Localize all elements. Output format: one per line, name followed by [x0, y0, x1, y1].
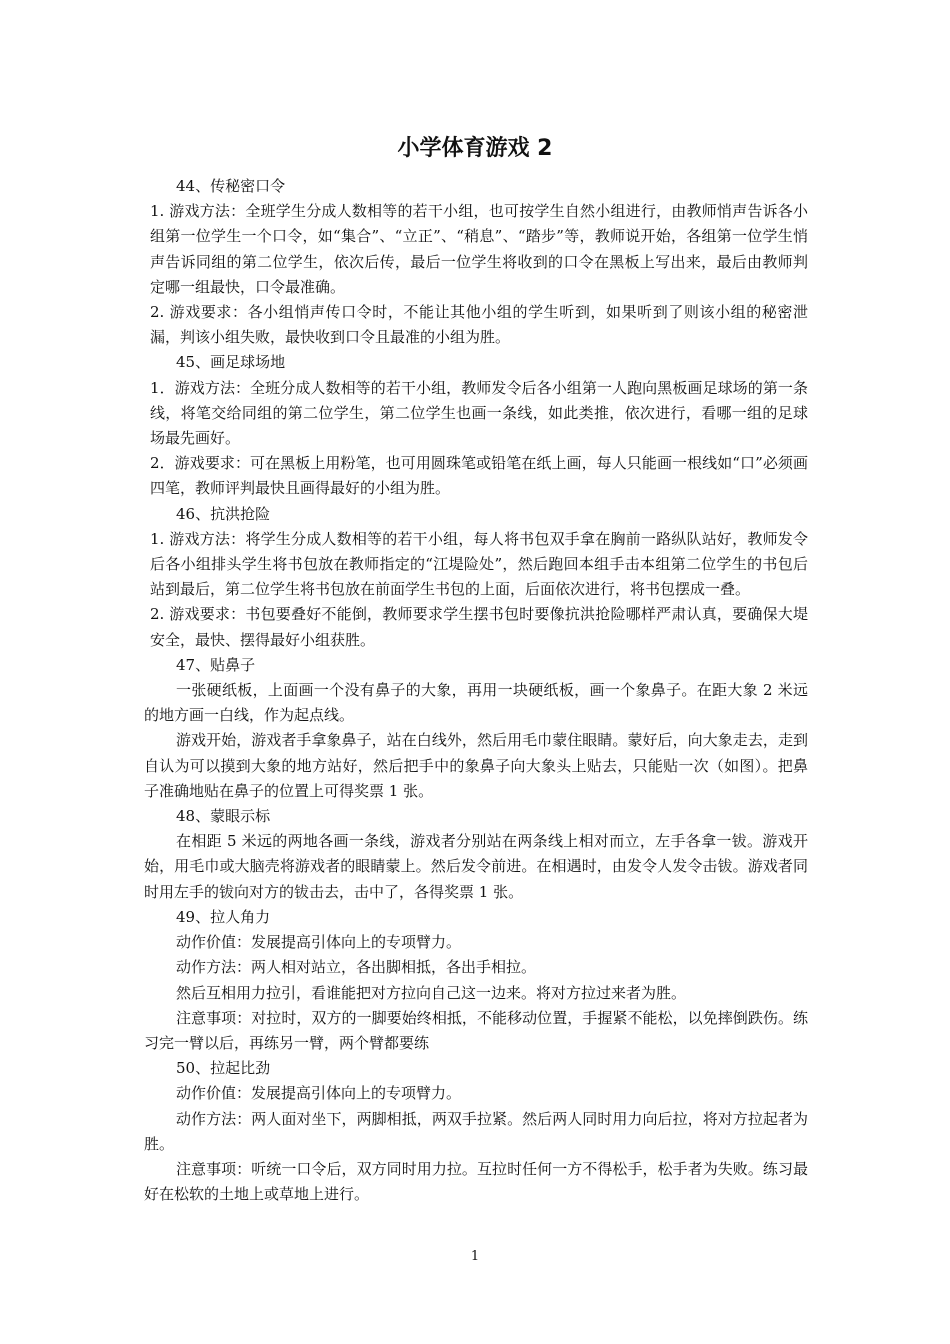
body-paragraph: 1．游戏方法：全班分成人数相等的若干小组，教师发令后各小组第一人跑向黑板画足球场的第一条线，将笔交给同组的第二位学生，第二位学生也画一条线，如此类推，依次进行，看哪一组的足球场最先画好。 [150, 378, 808, 448]
document-title: 小学体育游戏 2 [397, 136, 553, 161]
section-heading: 50、拉起比劲 [176, 1059, 271, 1078]
body-paragraph: 1. 游戏方法：全班学生分成人数相等的若干小组，也可按学生自然小组进行，由教师悄声告诉各小组第一位学生一个口令，如“集合”、“立正”、“稍息”、“踏步”等，教师说开始，各组第一位学生悄声告诉同组的第二位学生，依次后传，最后一位学生将收到的口令在黑板上写出来，最后由教师判定哪一组最快，口令最准确。 [150, 202, 808, 296]
section-heading: 46、抗洪抢险 [176, 504, 271, 523]
body-paragraph: 2. 游戏要求：各小组悄声传口令时，不能让其他小组的学生听到，如果听到了则该小组的秘密泄漏，判该小组失败，最快收到口令且最准的小组为胜。 [150, 303, 808, 347]
body-paragraph: 动作方法：两人相对站立，各出脚相抵，各出手相拉。 [176, 958, 537, 977]
body-paragraph: 动作价值：发展提高引体向上的专项臂力。 [176, 933, 462, 952]
document-body [144, 174, 808, 1207]
body-paragraph: 1. 游戏方法：将学生分成人数相等的若干小组，每人将书包双手拿在胸前一路纵队站好，教师发令后各小组排头学生将书包放在教师指定的“江堤险处”，然后跑回本组手击本组第二位学生的书包后站到最后，第二位学生将书包放在前面学生书包的上面，后面依次进行，将书包摆成一叠。 [150, 529, 808, 599]
body-paragraph: 注意事项：对拉时，双方的一脚要始终相抵，不能移动位置，手握紧不能松，以免摔倒跌伤。练习完一臂以后，再练另一臂，两个臂都要练 [144, 1008, 808, 1052]
body-paragraph: 动作方法：两人面对坐下，两脚相抵，两双手拉紧。然后两人同时用力向后拉，将对方拉起者为胜。 [144, 1109, 808, 1153]
section-heading: 49、拉人角力 [176, 907, 271, 926]
body-paragraph: 2. 游戏要求：书包要叠好不能倒，教师要求学生摆书包时要像抗洪抢险哪样严肃认真，要确保大堤安全，最快、摆得最好小组获胜。 [150, 605, 808, 649]
body-paragraph: 动作价值：发展提高引体向上的专项臂力。 [176, 1084, 462, 1103]
section-heading: 45、画足球场地 [176, 353, 286, 372]
body-paragraph: 2．游戏要求：可在黑板上用粉笔，也可用圆珠笔或铅笔在纸上画，每人只能画一根线如“口”必须画四笔，教师评判最快且画得最好的小组为胜。 [150, 454, 808, 498]
section-heading: 44、传秘密口令 [176, 177, 286, 195]
body-paragraph: 一张硬纸板，上面画一个没有鼻子的大象，再用一块硬纸板，画一个象鼻子。在距大象 2 米远的地方画一白线，作为起点线。 [144, 681, 808, 725]
page-number: 1 [470, 1249, 480, 1264]
body-paragraph: 注意事项：听统一口令后，双方同时用力拉。互拉时任何一方不得松手，松手者为失败。练习最好在松软的土地上或草地上进行。 [144, 1159, 808, 1204]
body-paragraph: 游戏开始，游戏者手拿象鼻子，站在白线外，然后用毛巾蒙住眼睛。蒙好后，向大象走去，走到自认为可以摸到大象的地方站好，然后把手中的象鼻子向大象头上贴去，只能贴一次（如图）。把鼻子准确地贴在鼻子的位置上可得奖票 1 张。 [144, 731, 808, 800]
body-paragraph: 在相距 5 米远的两地各画一条线，游戏者分别站在两条线上相对而立，左手各拿一钹。游戏开始，用毛巾或大脑壳将游戏者的眼睛蒙上。然后发令前进。在相遇时，由发令人发令击钹。游戏者同时用左手的钹向对方的钹击去，击中了，各得奖票 1 张。 [144, 832, 808, 901]
body-paragraph: 然后互相用力拉引，看谁能把对方拉向自己这一边来。将对方拉过来者为胜。 [176, 983, 687, 1002]
section-heading: 47、贴鼻子 [176, 655, 256, 674]
section-heading: 48、蒙眼示标 [176, 807, 271, 826]
